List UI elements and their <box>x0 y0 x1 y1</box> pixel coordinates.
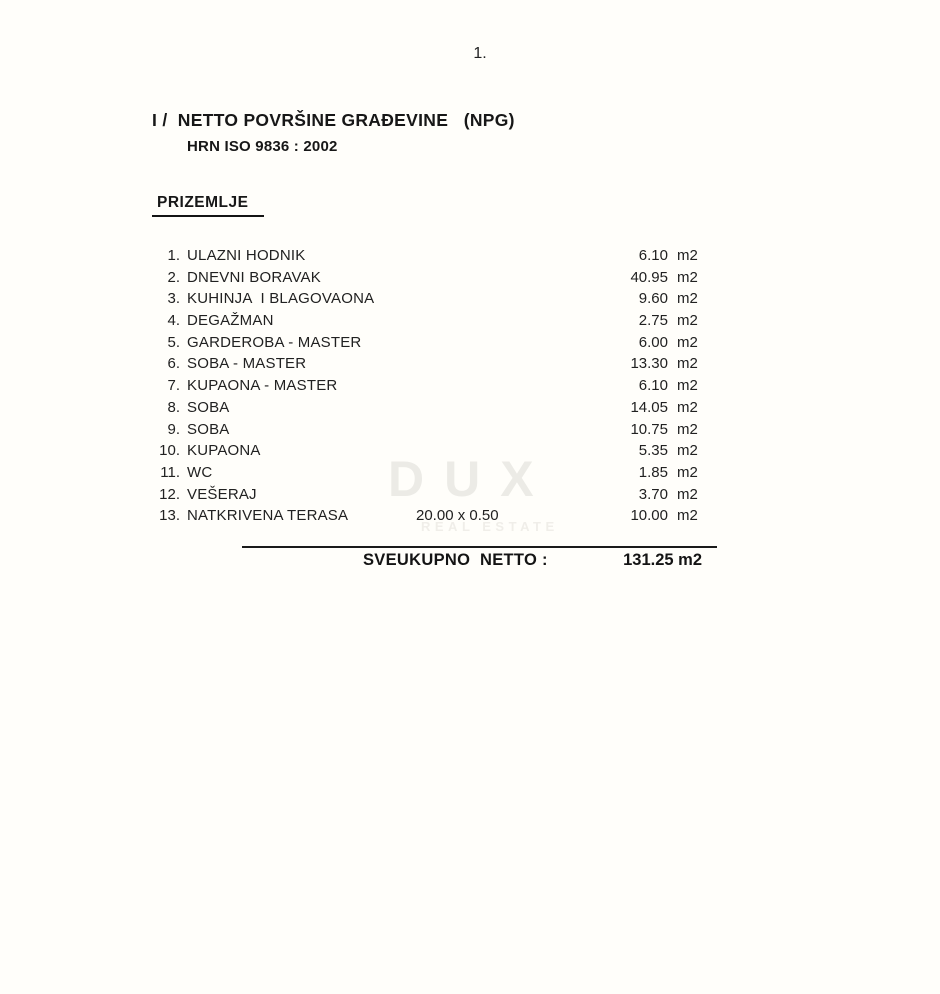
room-area-value: 5.35 <box>638 442 668 460</box>
room-area-value: 9.60 <box>638 290 668 308</box>
room-label: ULAZNI HODNIK <box>187 247 306 264</box>
room-area-unit: m2 <box>677 268 698 286</box>
watermark-brand-text: DUX <box>388 451 554 507</box>
table-row <box>150 267 706 289</box>
table-row <box>150 440 706 462</box>
room-label: SOBA <box>187 420 230 438</box>
room-area-unit: m2 <box>677 333 698 351</box>
room-area-unit: m2 <box>677 420 698 438</box>
room-label: DEGAŽMAN <box>187 312 274 330</box>
room-area-unit: m2 <box>677 377 698 395</box>
total-label: SVEUKUPNO NETTO : <box>363 551 548 569</box>
table-row <box>150 310 706 332</box>
room-area-unit: m2 <box>677 312 698 330</box>
room-label: WC <box>187 463 213 481</box>
room-number: 3. <box>167 290 180 308</box>
room-number: 10. <box>159 442 180 460</box>
table-row <box>150 332 706 354</box>
room-area-value: 3.70 <box>638 485 668 503</box>
room-area-value: 10.75 <box>630 420 668 438</box>
room-number: 13. <box>159 507 180 525</box>
room-label: KUPAONA <box>187 442 261 460</box>
room-area-value: 2.75 <box>638 312 668 330</box>
room-label: DNEVNI BORAVAK <box>187 268 321 286</box>
total-value: 131.25 m2 <box>623 551 702 569</box>
section-heading-prizemlje: PRIZEMLJE <box>152 194 264 217</box>
room-number: 4. <box>167 312 180 330</box>
room-number: 11. <box>160 463 180 481</box>
room-area-table <box>150 245 706 527</box>
room-number: 9. <box>167 420 180 438</box>
room-label: VEŠERAJ <box>187 485 257 503</box>
watermark-tagline-text: REAL ESTATE <box>421 519 559 534</box>
room-area-value: 13.30 <box>630 355 668 373</box>
room-number: 1. <box>167 247 180 264</box>
room-label: KUPAONA - MASTER <box>187 377 338 395</box>
table-row <box>150 375 706 397</box>
room-area-value: 6.10 <box>638 247 668 264</box>
table-row <box>150 397 706 419</box>
room-number: 6. <box>167 355 180 373</box>
room-area-value: 6.00 <box>638 333 668 351</box>
room-area-unit: m2 <box>677 507 698 525</box>
room-dimensions: 20.00 x 0.50 <box>416 507 499 525</box>
page-number: 1. <box>473 45 487 62</box>
table-row <box>150 353 706 375</box>
table-row <box>150 419 706 441</box>
table-row <box>150 288 706 310</box>
room-label: GARDEROBA - MASTER <box>187 333 362 351</box>
room-area-unit: m2 <box>677 485 698 503</box>
room-area-unit: m2 <box>677 463 698 481</box>
room-label: SOBA - MASTER <box>187 355 307 373</box>
room-number: 7. <box>167 377 180 395</box>
room-area-value: 14.05 <box>630 398 668 416</box>
room-area-unit: m2 <box>677 355 698 373</box>
room-area-value: 1.85 <box>638 463 668 481</box>
room-number: 8. <box>167 398 180 416</box>
room-area-value: 40.95 <box>630 268 668 286</box>
room-area-value: 6.10 <box>638 377 668 395</box>
table-row <box>150 462 706 484</box>
room-area-unit: m2 <box>677 398 698 416</box>
room-label: KUHINJA I BLAGOVAONA <box>187 290 375 308</box>
room-label: NATKRIVENA TERASA <box>187 507 349 525</box>
room-number: 2. <box>167 268 180 286</box>
room-number: 12. <box>159 485 180 503</box>
room-label: SOBA <box>187 398 230 416</box>
room-area-value: 10.00 <box>630 507 668 525</box>
document-title: I / NETTO POVRŠINE GRAĐEVINE (NPG) <box>152 110 515 130</box>
room-area-unit: m2 <box>677 290 698 308</box>
room-number: 5. <box>167 333 180 351</box>
table-row <box>150 484 706 506</box>
room-area-unit: m2 <box>677 442 698 460</box>
room-area-unit: m2 <box>677 247 698 264</box>
total-divider <box>242 546 717 548</box>
table-row <box>150 245 706 267</box>
table-row <box>150 505 706 527</box>
document-subtitle: HRN ISO 9836 : 2002 <box>187 138 338 155</box>
